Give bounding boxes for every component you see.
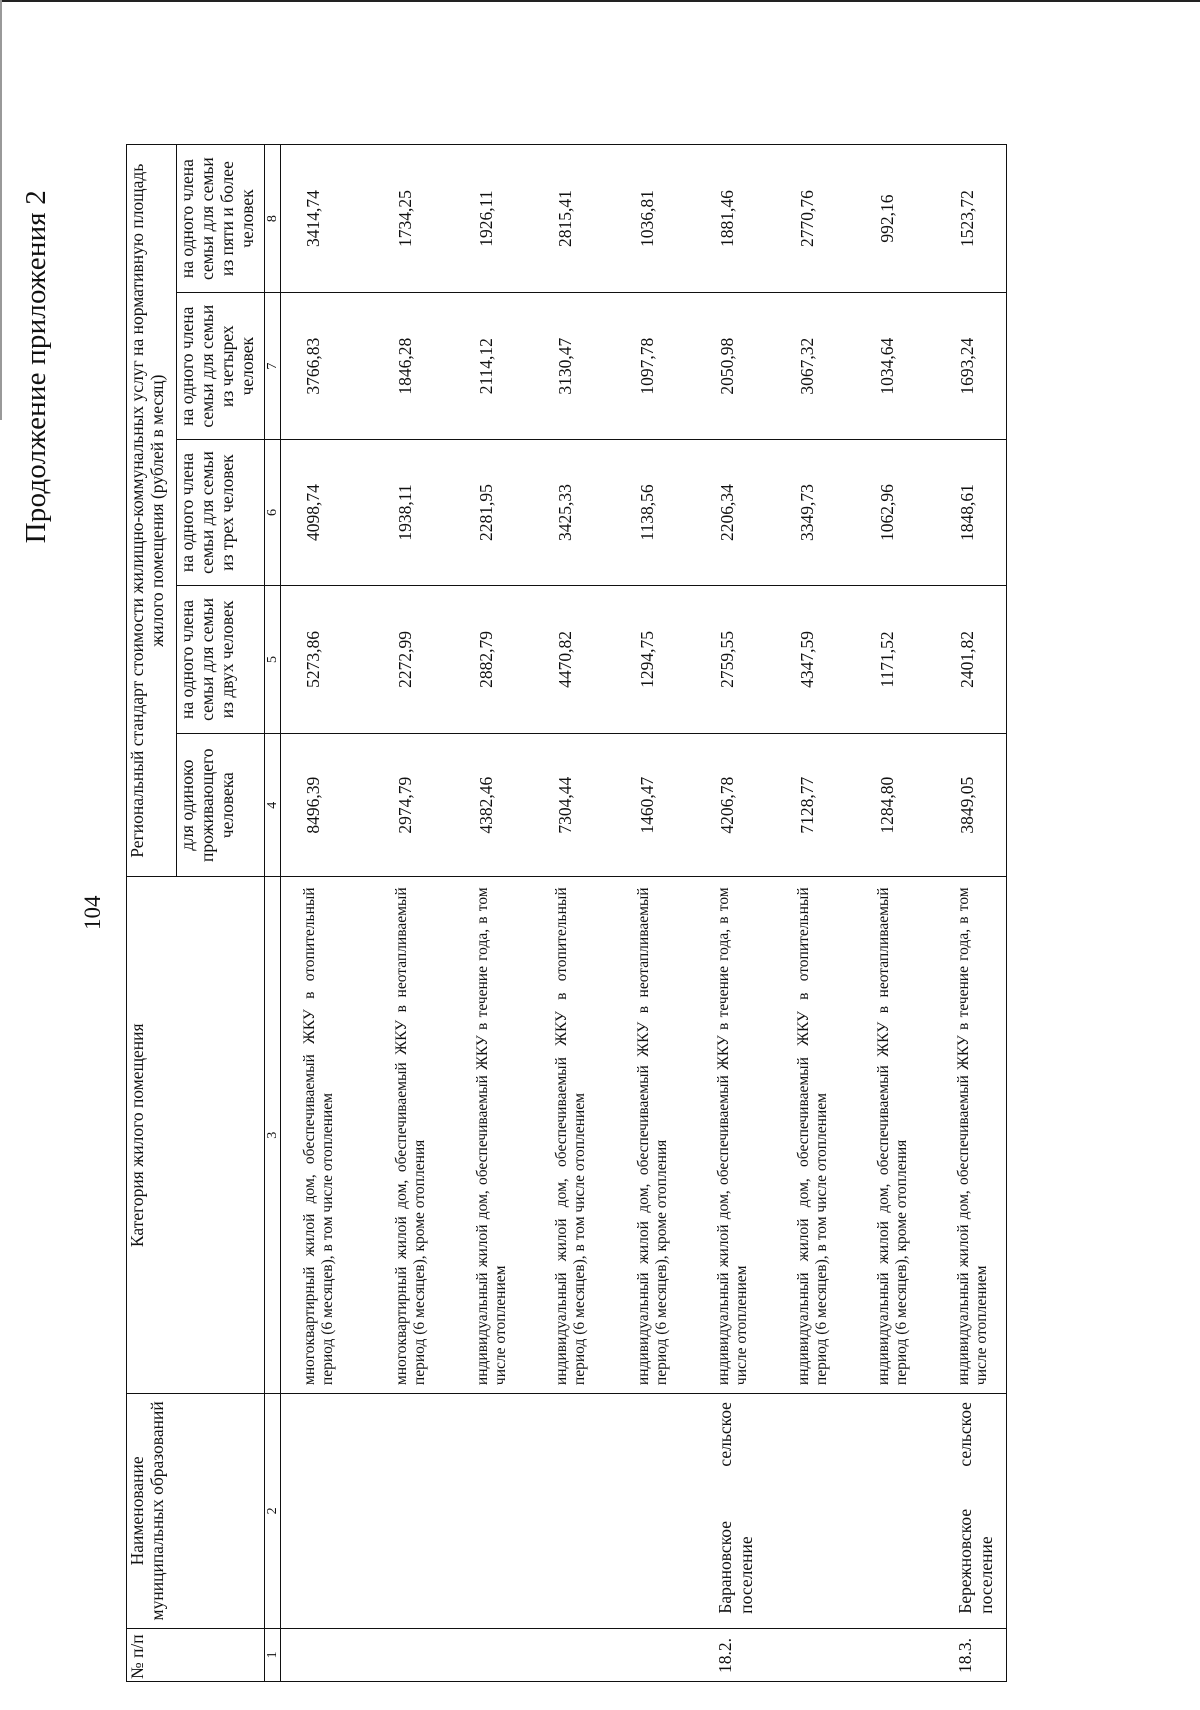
value-family-4: 2114,12 xyxy=(454,293,533,440)
column-number: 2 xyxy=(265,1394,281,1629)
table-row xyxy=(281,145,373,1682)
header-col-family-2: на одного члена семьи для семьи из двух человек xyxy=(177,585,265,733)
value-single: 4206,78 xyxy=(695,734,775,877)
value-family-3: 4098,74 xyxy=(281,440,373,586)
value-family-4: 1846,28 xyxy=(373,293,454,440)
header-col-category: Категория жилого помещения xyxy=(127,877,265,1394)
municipality-name xyxy=(855,1394,935,1629)
row-number xyxy=(855,1628,935,1681)
value-family-5: 1523,72 xyxy=(935,145,1007,293)
municipality-name xyxy=(454,1394,533,1629)
municipality-name: Бережновское сельское поселение xyxy=(935,1394,1007,1629)
row-number: 18.3. xyxy=(935,1628,1007,1681)
housing-category: индивидуальный жилой дом, обеспечиваемый ЖКУ в отопительный период (6 месяцев), в том числе отоплением xyxy=(533,877,615,1394)
value-family-3: 1848,61 xyxy=(935,440,1007,586)
municipality-name xyxy=(533,1394,615,1629)
row-number xyxy=(533,1628,615,1681)
value-family-4: 3067,32 xyxy=(775,293,855,440)
value-family-5: 2770,76 xyxy=(775,145,855,293)
table-row xyxy=(775,145,855,1682)
value-family-4: 1034,64 xyxy=(855,293,935,440)
value-family-5: 1881,46 xyxy=(695,145,775,293)
value-single: 4382,46 xyxy=(454,734,533,877)
value-family-2: 2272,99 xyxy=(373,585,454,733)
header-col-single: для одиноко проживающего человека xyxy=(177,734,265,877)
housing-category: индивидуальный жилой дом, обеспечиваемый ЖКУ в отопительный период (6 месяцев), в том числе отоплением xyxy=(775,877,855,1394)
housing-category: индивидуальный жилой дом, обеспечиваемый ЖКУ в течение года, в том числе отоплением xyxy=(695,877,775,1394)
header-col-family-4: на одного члена семьи для семьи из четырех человек xyxy=(177,293,265,440)
value-single: 7304,44 xyxy=(533,734,615,877)
value-family-2: 2759,55 xyxy=(695,585,775,733)
column-number: 1 xyxy=(265,1628,281,1681)
municipality-name xyxy=(615,1394,695,1629)
value-family-3: 2206,34 xyxy=(695,440,775,586)
municipality-name: Барановское сельское поселение xyxy=(695,1394,775,1629)
header-col-family-3: на одного члена семьи для семьи из трех человек xyxy=(177,440,265,586)
value-family-4: 1097,78 xyxy=(615,293,695,440)
value-family-4: 3766,83 xyxy=(281,293,373,440)
value-family-3: 1138,56 xyxy=(615,440,695,586)
value-family-3: 3349,73 xyxy=(775,440,855,586)
page-number: 104 xyxy=(80,895,105,930)
value-single: 3849,05 xyxy=(935,734,1007,877)
value-family-4: 2050,98 xyxy=(695,293,775,440)
value-family-3: 2281,95 xyxy=(454,440,533,586)
scan-left-edge xyxy=(0,0,2,420)
value-single: 8496,39 xyxy=(281,734,373,877)
value-single: 2974,79 xyxy=(373,734,454,877)
value-family-3: 1938,11 xyxy=(373,440,454,586)
housing-category: индивидуальный жилой дом, обеспечиваемый ЖКУ в течение года, в том числе отоплением xyxy=(454,877,533,1394)
value-single: 1284,80 xyxy=(855,734,935,877)
header-col-family-5: на одного члена семьи для семьи из пяти и более человек xyxy=(177,145,265,293)
value-family-4: 3130,47 xyxy=(533,293,615,440)
column-number: 4 xyxy=(265,734,281,877)
value-family-5: 1734,25 xyxy=(373,145,454,293)
column-number: 7 xyxy=(265,293,281,440)
table-row xyxy=(855,145,935,1682)
value-single: 1460,47 xyxy=(615,734,695,877)
table-row xyxy=(373,145,454,1682)
value-family-2: 5273,86 xyxy=(281,585,373,733)
value-family-3: 1062,96 xyxy=(855,440,935,586)
value-family-2: 1294,75 xyxy=(615,585,695,733)
table-row xyxy=(935,145,1007,1682)
row-number xyxy=(281,1628,373,1681)
row-number: 18.2. xyxy=(695,1628,775,1681)
value-family-5: 1926,11 xyxy=(454,145,533,293)
value-family-2: 4347,59 xyxy=(775,585,855,733)
appendix-title: Продолжение приложения 2 xyxy=(20,190,52,544)
column-number: 3 xyxy=(265,877,281,1394)
column-number: 5 xyxy=(265,585,281,733)
housing-category: индивидуальный жилой дом, обеспечиваемый ЖКУ в течение года, в том числе отоплением xyxy=(935,877,1007,1394)
rotated-page xyxy=(20,90,1060,1690)
row-number xyxy=(454,1628,533,1681)
value-family-2: 2401,82 xyxy=(935,585,1007,733)
header-col-municipality: Наименование муниципальных образований xyxy=(127,1394,265,1629)
row-number xyxy=(775,1628,855,1681)
row-number xyxy=(373,1628,454,1681)
municipality-name xyxy=(373,1394,454,1629)
row-number xyxy=(615,1628,695,1681)
value-family-2: 4470,82 xyxy=(533,585,615,733)
scan-top-edge xyxy=(0,0,1200,2)
column-number: 8 xyxy=(265,145,281,293)
table-row xyxy=(533,145,615,1682)
standards-table xyxy=(126,144,1007,1682)
header-regional-standard: Региональный стандарт стоимости жилищно-коммунальных услуг на нормативную площадь жилого помещения (рублей в месяц) xyxy=(127,145,177,877)
column-number: 6 xyxy=(265,440,281,586)
housing-category: многоквартирный жилой дом, обеспечиваемый ЖКУ в отопительный период (6 месяцев), в том числе отоплением xyxy=(281,877,373,1394)
value-family-3: 3425,33 xyxy=(533,440,615,586)
table-row xyxy=(454,145,533,1682)
value-family-2: 1171,52 xyxy=(855,585,935,733)
table-row xyxy=(695,145,775,1682)
value-family-5: 1036,81 xyxy=(615,145,695,293)
value-family-5: 992,16 xyxy=(855,145,935,293)
value-family-4: 1693,24 xyxy=(935,293,1007,440)
housing-category: индивидуальный жилой дом, обеспечиваемый ЖКУ в неотапливаемый период (6 месяцев), кроме отопления xyxy=(615,877,695,1394)
value-single: 7128,77 xyxy=(775,734,855,877)
table-row xyxy=(615,145,695,1682)
header-row-1 xyxy=(127,145,177,1682)
housing-category: индивидуальный жилой дом, обеспечиваемый ЖКУ в неотапливаемый период (6 месяцев), кроме отопления xyxy=(855,877,935,1394)
municipality-name xyxy=(281,1394,373,1629)
value-family-5: 3414,74 xyxy=(281,145,373,293)
municipality-name xyxy=(775,1394,855,1629)
value-family-2: 2882,79 xyxy=(454,585,533,733)
header-col-number: № п/п xyxy=(127,1628,265,1681)
housing-category: многоквартирный жилой дом, обеспечиваемый ЖКУ в неотапливаемый период (6 месяцев), кроме отопления xyxy=(373,877,454,1394)
column-number-row xyxy=(265,145,281,1682)
value-family-5: 2815,41 xyxy=(533,145,615,293)
